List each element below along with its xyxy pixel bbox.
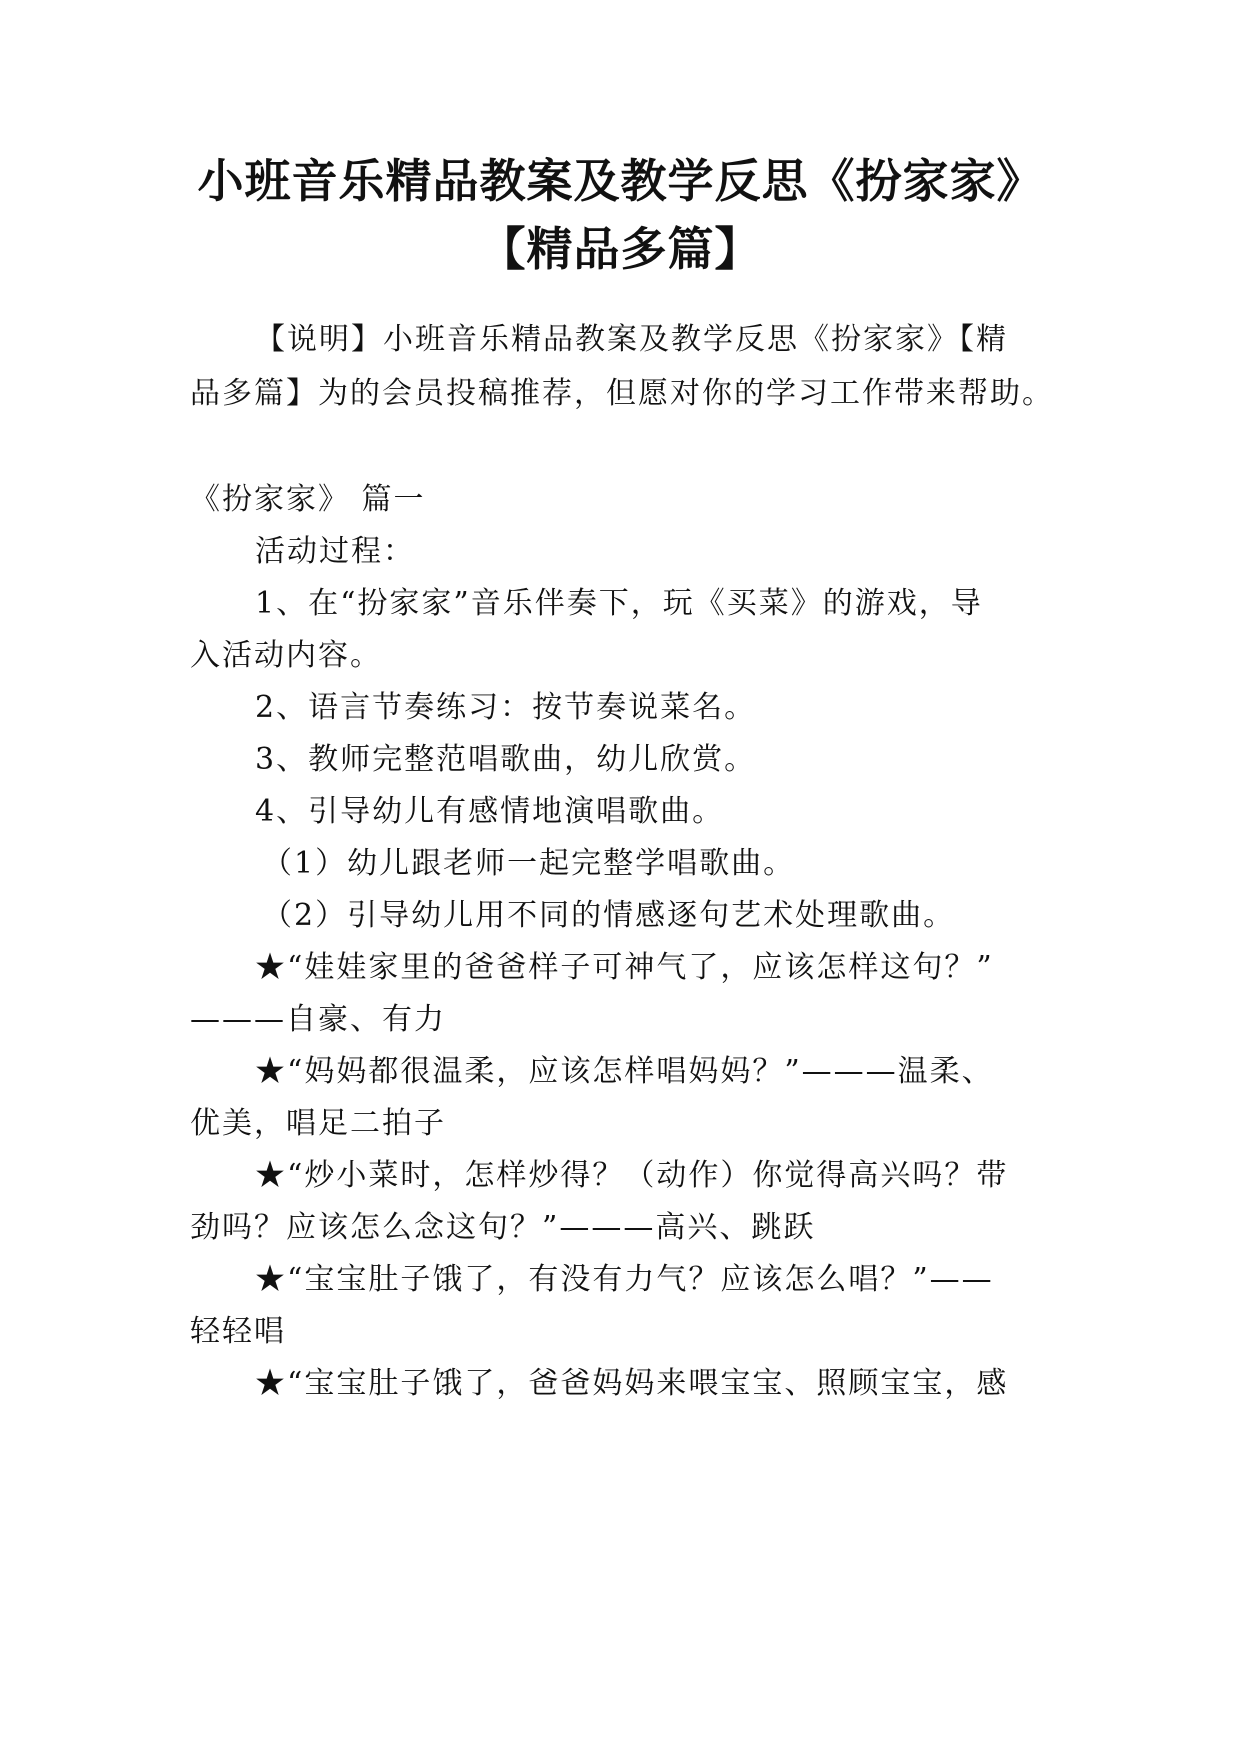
paragraph-line: 入活动内容。 (190, 638, 382, 673)
paragraph-line: 3、教师完整范唱歌曲，幼儿欣赏。 (255, 742, 757, 777)
section-heading: 《扮家家》 篇一 (190, 482, 426, 517)
paragraph-line: ★“炒小菜时，怎样炒得？（动作）你觉得高兴吗？带 (255, 1158, 1009, 1193)
paragraph-line: 活动过程： (255, 534, 415, 569)
paragraph-line: ★“宝宝肚子饿了，爸爸妈妈来喂宝宝、照顾宝宝，感 (255, 1366, 1009, 1401)
paragraph-line: 劲吗？应该怎么念这句？”———高兴、跳跃 (190, 1210, 816, 1245)
paragraph-line: 4、引导幼儿有感情地演唱歌曲。 (255, 794, 725, 829)
paragraph-line: ———自豪、有力 (190, 1002, 446, 1037)
paragraph-line: 轻轻唱 (190, 1314, 286, 1349)
document-title-line-2: 【精品多篇】 (479, 222, 762, 276)
paragraph-line: 优美，唱足二拍子 (190, 1106, 446, 1141)
paragraph-line: ★“宝宝肚子饿了，有没有力气？应该怎么唱？”—— (255, 1262, 994, 1297)
paragraph-line: （1）幼儿跟老师一起完整学唱歌曲。 (262, 846, 796, 881)
paragraph-line: 1、在“扮家家”音乐伴奏下，玩《买菜》的游戏，导 (255, 586, 983, 621)
paragraph-line: 2、语言节奏练习：按节奏说菜名。 (255, 690, 757, 725)
intro-line-2: 品多篇】为的会员投稿推荐，但愿对你的学习工作带来帮助。 (190, 376, 1054, 411)
document-title-line-1: 小班音乐精品教案及教学反思《扮家家》 (197, 154, 1044, 208)
paragraph-line: （2）引导幼儿用不同的情感逐句艺术处理歌曲。 (262, 898, 956, 933)
paragraph-line: ★“妈妈都很温柔，应该怎样唱妈妈？”———温柔、 (255, 1054, 994, 1089)
intro-line-1: 【说明】小班音乐精品教案及教学反思《扮家家》【精 (255, 322, 1008, 357)
paragraph-line: ★“娃娃家里的爸爸样子可神气了，应该怎样这句？” (255, 950, 994, 985)
